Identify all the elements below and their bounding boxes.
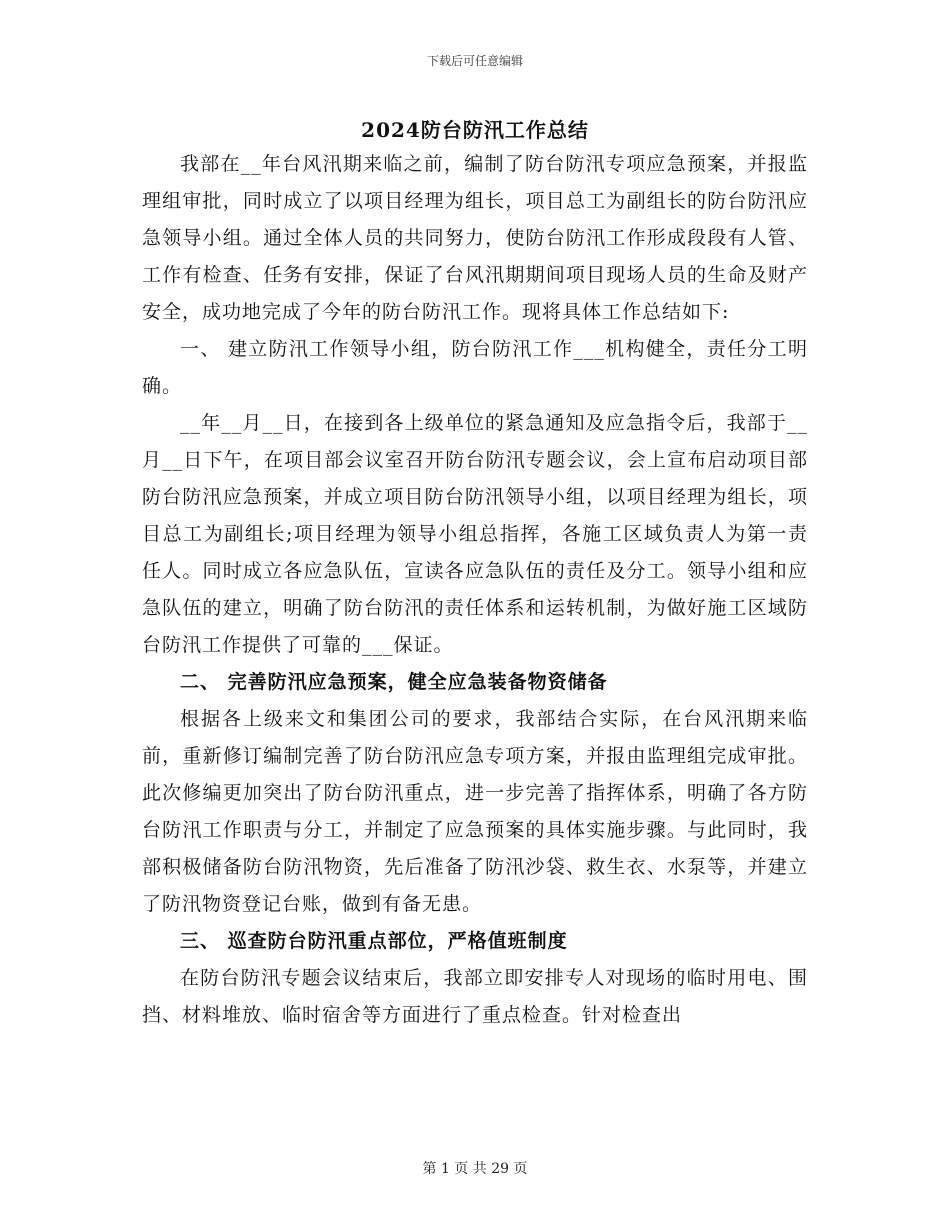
- paragraph-item-1: 一、 建立防汛工作领导小组，防台防汛工作___机构健全，责任分工明确。: [142, 338, 808, 397]
- document-body: [142, 146, 808, 1034]
- paragraph-section-2: 根据各上级来文和集团公司的要求，我部结合实际，在台风汛期来临前，重新修订编制完善了防台防汛应急专项方案，并报由监理组完成审批。此次修编更加突出了防台防汛重点，进一步完善了指挥体系，明确了各方防台防汛工作职责与分工，并制定了应急预案的具体实施步骤。与此同时，我部积极储备防台防汛物资，先后准备了防汛沙袋、救生衣、水泵等，并建立了防汛物资登记台账，做到有备无患。: [142, 708, 808, 915]
- paragraph-intro: 我部在__年台风汛期来临之前，编制了防台防汛专项应急预案，并报监理组审批，同时成立了以项目经理为组长，项目总工为副组长的防台防汛应急领导小组。通过全体人员的共同努力，使防台防汛工作形成段段有人管、工作有检查、任务有安排，保证了台风汛期期间项目现场人员的生命及财产安全，成功地完成了今年的防台防汛工作。现将具体工作总结如下:: [142, 153, 808, 323]
- paragraph-item-1-detail: __年__月__日，在接到各上级单位的紧急通知及应急指令后，我部于__月__日下午，在项目部会议室召开防台防汛专题会议，会上宣布启动项目部防台防汛应急预案，并成立项目防台防汛领导小组，以项目经理为组长，项目总工为副组长;项目经理为领导小组总指挥，各施工区域负责人为第一责任人。同时成立各应急队伍，宣读各应急队伍的责任及分工。领导小组和应急队伍的建立，明确了防台防汛的责任体系和运转机制，为做好施工区域防台防汛工作提供了可靠的___保证。: [142, 412, 808, 656]
- page-header-note: 下载后可任意编辑: [426, 54, 523, 68]
- section-heading-3: 三、 巡查防台防汛重点部位，严格值班制度: [180, 930, 568, 952]
- page-footer-page-number: 第 1 页 共 29 页: [422, 1161, 528, 1177]
- document-title: 2024防台防汛工作总结: [361, 118, 589, 142]
- paragraph-section-3: 在防台防汛专题会议结束后，我部立即安排专人对现场的临时用电、围挡、材料堆放、临时宿舍等方面进行了重点检查。针对检查出: [142, 967, 808, 1026]
- section-heading-2: 二、 完善防汛应急预案，健全应急装备物资储备: [180, 671, 608, 693]
